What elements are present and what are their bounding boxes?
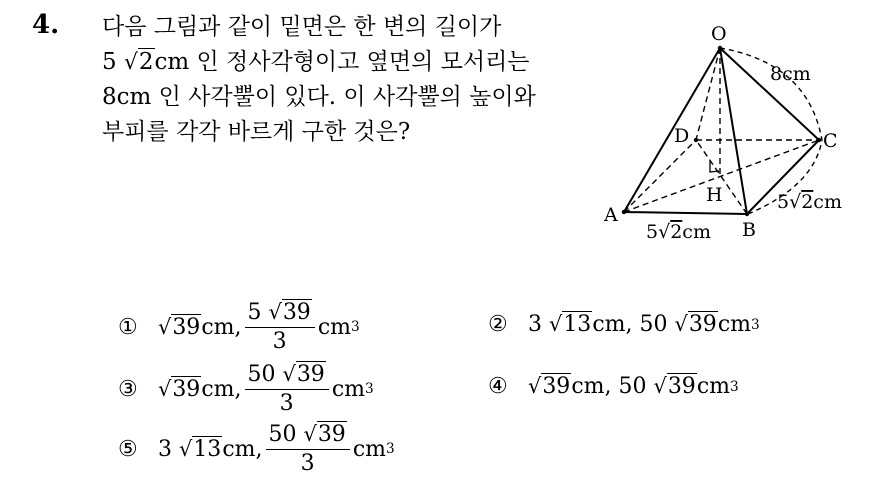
choice-2[interactable]: ② 3 √13 cm, 50 √39 cm 3: [488, 312, 760, 337]
choice-4-volume-sqrt: √39: [653, 374, 696, 399]
pyramid-diagram: [598, 18, 868, 248]
vertex-point-C: [817, 138, 821, 142]
choice-4[interactable]: ④ √39 cm, 50 √39 cm 3: [488, 374, 739, 399]
choice-1-height-sqrt: √39: [158, 314, 201, 340]
choice-1[interactable]: ① √39 cm, $\frac{5 √39}{3}$ cm 3: [118, 300, 360, 354]
stem-coef: 5: [102, 49, 117, 75]
label-ab-radicand: 2: [670, 221, 683, 243]
vertex-point-O: [718, 46, 722, 50]
question-number: 4.: [32, 10, 60, 40]
pyramid-figure: [598, 18, 868, 248]
vertex-point-A: [622, 210, 626, 214]
edge-OD: [696, 48, 720, 140]
stem-line-2: [102, 45, 592, 80]
choice-5-height-sqrt: √13: [179, 436, 222, 462]
stem-line-4: 부피를 각각 바르게 구한 것은?: [102, 119, 411, 145]
stem-line-3: 8cm 인 사각뿔이 있다. 이 사각뿔의 높이와: [102, 84, 536, 110]
label-bc-radicand: 2: [801, 191, 814, 213]
edge-OC: [720, 48, 819, 140]
choice-5-volume-fraction: $\frac{50 √39}{3}$: [266, 420, 350, 478]
label-B: B: [742, 219, 756, 241]
label-A: A: [604, 204, 618, 226]
edge-OB: [720, 48, 747, 214]
vertex-point-D: [694, 138, 698, 142]
radicand: 2: [138, 49, 154, 75]
label-O: O: [711, 23, 727, 45]
choice-3-height-sqrt: √39: [158, 376, 201, 402]
question-stem: [102, 10, 592, 150]
choice-3[interactable]: ③ √39 cm, $\frac{50 √39}{3}$ cm 3: [118, 362, 374, 416]
vertex-point-B: [745, 212, 749, 216]
edge-AB: [624, 212, 747, 214]
stem-line-1: 다음 그림과 같이 밑면은 한 변의 길이가: [102, 14, 502, 40]
choice-1-mark: ①: [118, 314, 138, 340]
label-lateral-edge: 8cm: [770, 63, 811, 85]
choice-5[interactable]: ⑤ 3 √13 cm, $\frac{50 √39}{3}$ cm 3: [118, 422, 395, 476]
choice-2-mark: ②: [488, 312, 508, 337]
label-C: C: [823, 130, 838, 152]
choice-2-volume-sqrt: √39: [674, 312, 717, 337]
choice-1-volume-fraction: $\frac{5 √39}{3}$: [245, 298, 315, 356]
choice-2-height-sqrt: √13: [549, 312, 592, 337]
choice-3-mark: ③: [118, 376, 138, 402]
choice-3-volume-fraction: $\frac{50 √39}{3}$: [245, 360, 329, 418]
stem-line-2-rest: cm 인 정사각형이고 옆면의 모서리는: [154, 49, 530, 75]
label-H: H: [706, 184, 723, 206]
label-base-edge-ab: 5√2cm: [646, 221, 711, 243]
choice-4-height-sqrt: √39: [528, 374, 571, 399]
label-D: D: [674, 125, 690, 147]
choice-5-mark: ⑤: [118, 436, 138, 462]
choice-4-mark: ④: [488, 374, 508, 399]
sqrt-expression: √2: [123, 49, 154, 75]
label-base-edge-bc: 5√2cm: [777, 191, 842, 213]
